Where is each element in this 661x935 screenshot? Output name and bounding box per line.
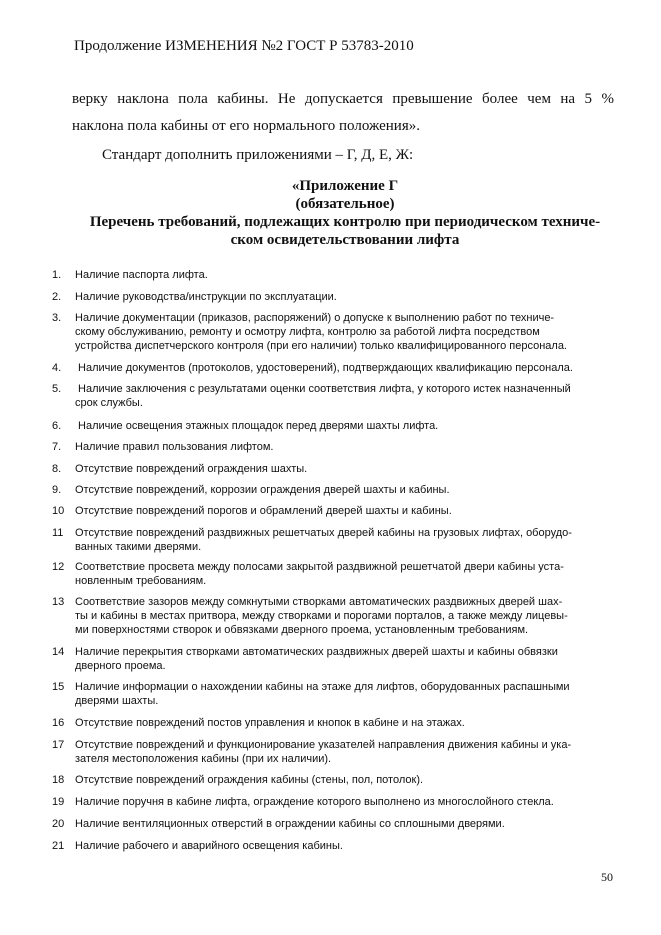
- list-item-line: Наличие правил пользования лифтом.: [75, 441, 274, 453]
- intro-line-1: верку наклона пола кабины. Не допускается превышение более чем на 5 %: [72, 91, 614, 107]
- list-item-number: 2.: [52, 291, 62, 303]
- intro-text: [72, 86, 614, 169]
- list-item-line: зателя местоположения кабины (при их наличии).: [75, 753, 332, 765]
- list-item-text: [75, 773, 628, 787]
- list-item-text: [75, 560, 628, 588]
- list-item-number: 5.: [52, 383, 62, 395]
- list-item-number: 20: [52, 818, 65, 830]
- list-item-number: 8.: [52, 463, 62, 475]
- list-item-number: 10: [52, 505, 65, 517]
- list-item-line: Отсутствие повреждений, коррозии ограждения дверей шахты и кабины.: [75, 484, 450, 496]
- list-item-number: 11: [52, 527, 64, 539]
- list-item-number: 9.: [52, 484, 62, 496]
- list-item-line: Отсутствие повреждений ограждения кабины (стены, пол, потолок).: [75, 774, 424, 786]
- appendix-subtitle: (обязательное): [295, 196, 395, 212]
- list-item-line: Наличие заключения с результатами оценки соответствия лифта, у которого истек назначенный: [75, 383, 571, 395]
- list-item-text: [75, 817, 628, 831]
- list-item-line: ты и кабины в местах притвора, между створками и порогами порталов, а также между лицевы-: [75, 610, 568, 622]
- list-item-number: 12: [52, 561, 65, 573]
- list-item-line: ванных такими дверями.: [75, 541, 202, 553]
- list-item-text: [75, 680, 628, 708]
- list-item-line: Отсутствие повреждений ограждения шахты.: [75, 463, 308, 475]
- list-item-number: 13: [52, 596, 65, 608]
- list-item-number: 7.: [52, 441, 62, 453]
- appendix-heading-line-1: Перечень требований, подлежащих контролю при периодическом техниче-: [89, 214, 601, 230]
- list-item-line: новленным требованиям.: [75, 575, 207, 587]
- list-item-line: Наличие руководства/инструкции по эксплуатации.: [75, 291, 337, 303]
- list-item-number: 3.: [52, 312, 62, 324]
- list-item-text: [75, 526, 628, 554]
- list-item-number: 16: [52, 717, 65, 729]
- list-item-line: Отсутствие повреждений раздвижных решетчатых дверей кабины на грузовых лифтах, оборудо-: [75, 527, 572, 539]
- list-item-text: [75, 504, 628, 518]
- list-item-number: 17: [52, 739, 65, 751]
- list-item-line: Наличие перекрытия створками автоматических раздвижных дверей шахты и кабины обвязки: [75, 646, 558, 658]
- list-item-number: 14: [52, 646, 65, 658]
- appendix-heading-line-2: ском освидетельствовании лифта: [230, 232, 460, 248]
- list-item-line: дверями шахты.: [75, 695, 159, 707]
- list-item-text: [75, 290, 628, 304]
- list-item-text: [75, 440, 628, 454]
- list-item-text: [75, 419, 628, 433]
- list-item-number: 6.: [52, 420, 62, 432]
- list-item-line: Отсутствие повреждений порогов и обрамлений дверей шахты и кабины.: [75, 505, 452, 517]
- list-item-text: [75, 839, 628, 853]
- list-item-line: Отсутствие повреждений и функционирование указателей направления движения кабины и ука-: [75, 739, 572, 751]
- list-item-number: 19: [52, 796, 65, 808]
- list-item-line: скому обслуживанию, ремонту и осмотру лифта, контролю за работой лифта посредством: [75, 326, 540, 338]
- list-item-line: Наличие информации о нахождении кабины на этаже для лифтов, оборудованных распашными: [75, 681, 570, 693]
- list-item-text: [75, 645, 628, 673]
- appendix-heading: [55, 177, 635, 249]
- list-item-text: [75, 738, 628, 766]
- list-item-number: 1.: [52, 269, 62, 281]
- list-item-line: Наличие поручня в кабине лифта, ограждение которого выполнено из многослойного стекла.: [75, 796, 554, 808]
- list-item-number: 15: [52, 681, 65, 693]
- appendix-title: «Приложение Г: [291, 178, 399, 194]
- list-item-text: [75, 268, 628, 282]
- list-item-text: [75, 311, 628, 353]
- list-item-line: Соответствие просвета между полосами закрытой раздвижной решетчатой двери кабины уста-: [75, 561, 564, 573]
- list-item-line: Отсутствие повреждений постов управления и кнопок в кабине и на этажах.: [75, 717, 465, 729]
- list-item-text: [75, 462, 628, 476]
- list-item-line: Соответствие зазоров между сомкнутыми створками автоматических раздвижных дверей шах-: [75, 596, 563, 608]
- list-item-text: [75, 483, 628, 497]
- list-item-text: [75, 595, 628, 637]
- list-item-line: Наличие паспорта лифта.: [75, 269, 208, 281]
- intro-line-3: Стандарт дополнить приложениями – Г, Д, Е, Ж:: [102, 147, 414, 163]
- list-item-line: Наличие рабочего и аварийного освещения кабины.: [75, 840, 343, 852]
- list-item-line: срок службы.: [75, 397, 143, 409]
- list-item-line: дверного проема.: [75, 660, 166, 672]
- list-item-number: 18: [52, 774, 65, 786]
- list-item-number: 21: [52, 840, 65, 852]
- list-item-line: Наличие вентиляционных отверстий в ограждении кабины со сплошными дверями.: [75, 818, 505, 830]
- list-item-text: [75, 795, 628, 809]
- list-item-line: устройства диспетчерского контроля (при его наличии) только квалифицированного персонала.: [75, 340, 567, 352]
- list-item-line: ми поверхностями створок и обвязками дверного проема, установленным требованиям.: [75, 624, 529, 636]
- list-item-text: [75, 716, 628, 730]
- intro-line-2: наклона пола кабины от его нормального положения».: [72, 118, 420, 134]
- list-item-number: 4.: [52, 362, 62, 374]
- list-item-line: Наличие освещения этажных площадок перед дверями шахты лифта.: [75, 420, 439, 432]
- list-item-line: Наличие документации (приказов, распоряжений) о допуске к выполнению работ по техниче-: [75, 312, 555, 324]
- list-item-line: Наличие документов (протоколов, удостоверений), подтверждающих квалификацию персонала.: [75, 362, 573, 374]
- page-number: 50: [601, 870, 613, 884]
- page-header: Продолжение ИЗМЕНЕНИЯ №2 ГОСТ Р 53783-2010: [74, 38, 414, 54]
- list-item-text: [75, 382, 628, 410]
- list-item-text: [75, 361, 628, 375]
